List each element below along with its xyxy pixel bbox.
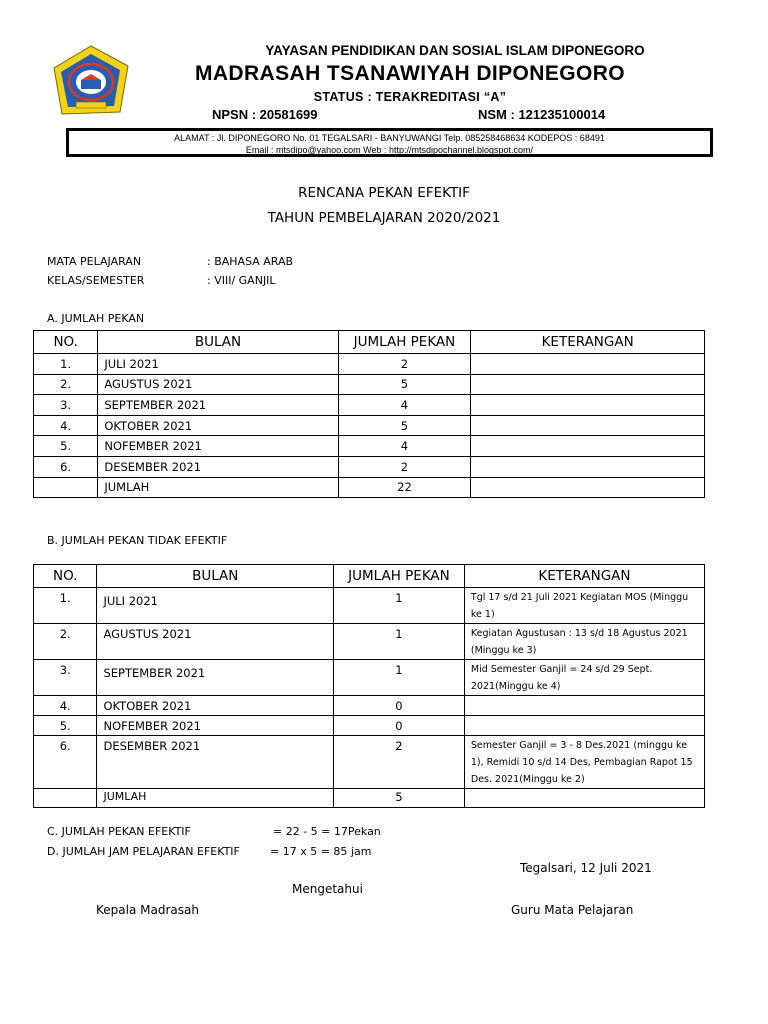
table-total-row xyxy=(34,477,705,498)
cell-bulan: SEPTEMBER 2021 xyxy=(98,395,338,416)
accreditation-status: STATUS : TERAKREDITASI “A” xyxy=(313,90,507,104)
address-box xyxy=(66,128,713,157)
school-logo-icon xyxy=(50,44,132,120)
header-keterangan: KETERANGAN xyxy=(471,331,705,354)
mengetahui-label: Mengetahui xyxy=(292,882,363,896)
cell-jumlah: 1 xyxy=(334,624,465,660)
cell-keterangan xyxy=(464,716,704,736)
cell-bulan: OKTOBER 2021 xyxy=(97,696,334,716)
cell-bulan: DESEMBER 2021 xyxy=(98,456,338,477)
document-title: RENCANA PEKAN EFEKTIF xyxy=(298,185,470,201)
cell-no: 1. xyxy=(34,588,97,624)
table-row xyxy=(34,716,705,736)
document-subtitle: TAHUN PEMBELAJARAN 2020/2021 xyxy=(267,210,501,226)
table-row xyxy=(34,736,705,789)
table-row xyxy=(34,624,705,660)
table-total-row xyxy=(34,789,705,808)
email-link[interactable]: mtsdipo@yahoo.com xyxy=(275,145,361,155)
table-row xyxy=(34,456,705,477)
header-no: NO. xyxy=(34,331,98,354)
cell-total-value: 5 xyxy=(334,789,465,808)
header-jumlah: JUMLAH PEKAN xyxy=(338,331,471,354)
cell-keterangan: Tgl 17 s/d 21 Juli 2021 Kegiatan MOS (Minggu ke 1) xyxy=(464,588,704,624)
table-header-row xyxy=(34,331,705,354)
cell-jumlah: 4 xyxy=(338,436,471,457)
guru-mapel-label: Guru Mata Pelajaran xyxy=(511,903,634,917)
cell-jumlah: 5 xyxy=(338,374,471,395)
cell-keterangan xyxy=(471,374,705,395)
mapel-label: MATA PELAJARAN xyxy=(47,255,142,268)
cell-bulan: AGUSTUS 2021 xyxy=(97,624,334,660)
table-row xyxy=(34,374,705,395)
table-row xyxy=(34,588,705,624)
cell-keterangan: Mid Semester Ganjil = 24 s/d 29 Sept. 2021(Minggu ke 4) xyxy=(464,660,704,696)
cell-jumlah: 4 xyxy=(338,395,471,416)
cell-total-ket xyxy=(464,789,704,808)
table-row xyxy=(34,354,705,375)
nsm-number: NSM : 121235100014 xyxy=(478,107,606,122)
cell-no: 2. xyxy=(34,624,97,660)
cell-no: 4. xyxy=(34,696,97,716)
cell-no: 6. xyxy=(34,456,98,477)
cell-jumlah: 5 xyxy=(338,415,471,436)
cell-no: 4. xyxy=(34,415,98,436)
cell-keterangan xyxy=(471,354,705,375)
section-a-title: A. JUMLAH PEKAN xyxy=(47,312,145,325)
cell-total-value: 22 xyxy=(338,477,471,498)
table-header-row xyxy=(34,565,705,588)
cell-no: 2. xyxy=(34,374,98,395)
cell-bulan: DESEMBER 2021 xyxy=(97,736,334,789)
summary-c-value: = 22 - 5 = 17Pekan xyxy=(273,825,381,838)
cell-no: 5. xyxy=(34,436,98,457)
cell-bulan: OKTOBER 2021 xyxy=(98,415,338,436)
cell-jumlah: 2 xyxy=(334,736,465,789)
cell-keterangan: Semester Ganjil = 3 - 8 Des.2021 (minggu ke 1), Remidi 10 s/d 14 Des, Pembagian Rapot 15 Des. 2021(Minggu ke 2) xyxy=(464,736,704,789)
cell-bulan: NOFEMBER 2021 xyxy=(98,436,338,457)
cell-bulan: JULI 2021 xyxy=(97,588,334,624)
cell-bulan: AGUSTUS 2021 xyxy=(98,374,338,395)
cell-jumlah: 2 xyxy=(338,456,471,477)
cell-total-label: JUMLAH xyxy=(97,789,334,808)
cell-keterangan xyxy=(471,395,705,416)
email-label: Email : xyxy=(245,145,276,155)
contact-line xyxy=(69,144,710,156)
cell-keterangan xyxy=(464,696,704,716)
summary-c-label: C. JUMLAH PEKAN EFEKTIF xyxy=(47,825,191,838)
cell-bulan: NOFEMBER 2021 xyxy=(97,716,334,736)
cell-keterangan: Kegiatan Agustusan : 13 s/d 18 Agustus 2021 (Minggu ke 3) xyxy=(464,624,704,660)
foundation-name: YAYASAN PENDIDIKAN DAN SOSIAL ISLAM DIPONEGORO xyxy=(265,43,645,58)
address-line: ALAMAT : Jl. DIPONEGORO No. 01 TEGALSARI - BANYUWANGI Telp. 085258468634 KODEPOS : 68491 xyxy=(174,133,605,143)
table-row xyxy=(34,696,705,716)
summary-d-label: D. JUMLAH JAM PELAJARAN EFEKTIF xyxy=(47,845,240,858)
table-row xyxy=(34,660,705,696)
mapel-value: : BAHASA ARAB xyxy=(207,255,294,268)
cell-no: 3. xyxy=(34,395,98,416)
summary-d-value: = 17 x 5 = 85 jam xyxy=(270,845,372,858)
table-jumlah-pekan xyxy=(33,330,705,498)
table-row xyxy=(34,436,705,457)
cell-no-empty xyxy=(34,789,97,808)
cell-total-ket xyxy=(471,477,705,498)
table-row xyxy=(34,395,705,416)
cell-jumlah: 1 xyxy=(334,588,465,624)
kelas-label: KELAS/SEMESTER xyxy=(47,274,145,287)
table-pekan-tidak-efektif xyxy=(33,564,705,808)
header-no: NO. xyxy=(34,565,97,588)
cell-keterangan xyxy=(471,456,705,477)
cell-jumlah: 0 xyxy=(334,696,465,716)
place-date: Tegalsari, 12 Juli 2021 xyxy=(520,861,652,875)
web-text: Web : http://mtsdipochannel.blogspot.com/ xyxy=(360,145,534,155)
cell-jumlah: 2 xyxy=(338,354,471,375)
cell-no: 1. xyxy=(34,354,98,375)
table-row xyxy=(34,415,705,436)
header-bulan: BULAN xyxy=(98,331,338,354)
cell-no-empty xyxy=(34,477,98,498)
cell-keterangan xyxy=(471,415,705,436)
cell-keterangan xyxy=(471,436,705,457)
cell-jumlah: 1 xyxy=(334,660,465,696)
cell-bulan: JULI 2021 xyxy=(98,354,338,375)
cell-no: 5. xyxy=(34,716,97,736)
kelas-value: : VIII/ GANJIL xyxy=(207,274,276,287)
cell-jumlah: 0 xyxy=(334,716,465,736)
npsn-number: NPSN : 20581699 xyxy=(212,107,318,122)
school-name: MADRASAH TSANAWIYAH DIPONEGORO xyxy=(194,62,626,85)
header-bulan: BULAN xyxy=(97,565,334,588)
header-jumlah: JUMLAH PEKAN xyxy=(334,565,465,588)
section-b-title: B. JUMLAH PEKAN TIDAK EFEKTIF xyxy=(47,534,228,547)
header-keterangan: KETERANGAN xyxy=(464,565,704,588)
cell-bulan: SEPTEMBER 2021 xyxy=(97,660,334,696)
kepala-madrasah-label: Kepala Madrasah xyxy=(96,903,199,917)
cell-no: 3. xyxy=(34,660,97,696)
cell-total-label: JUMLAH xyxy=(98,477,338,498)
cell-no: 6. xyxy=(34,736,97,789)
